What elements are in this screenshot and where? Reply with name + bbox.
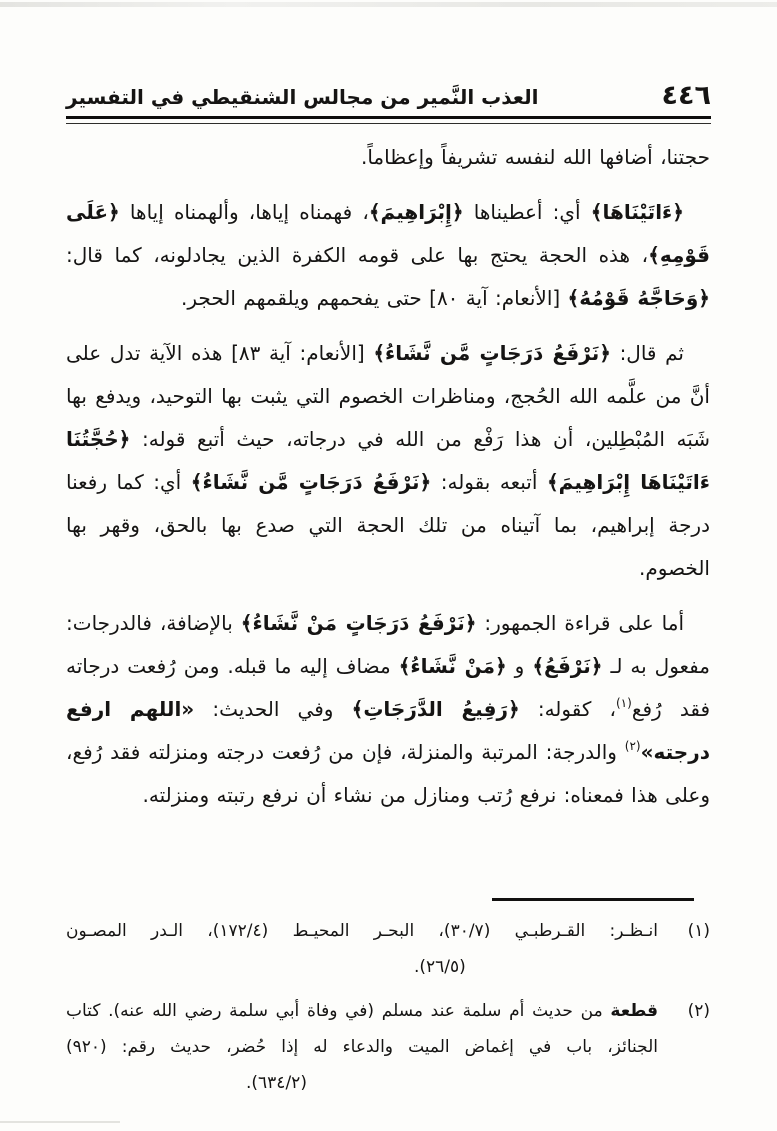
quran-quote: ﴿حُجَّتُنَا ءَاتَيْنَاهَا إِبْرَاهِيمَ﴾	[66, 427, 711, 494]
footnote-body	[66, 993, 658, 1101]
quran-quote: ﴿وَحَاجَّهُ قَوْمُهُ﴾	[567, 286, 710, 310]
footnote-text	[66, 913, 658, 949]
footnote-tail: (٢٦/٥).	[414, 957, 466, 977]
bold-text: «اللهم ارفع درجته»	[66, 697, 710, 764]
page-content	[66, 136, 710, 1131]
text-run: ثم قال:	[610, 341, 684, 365]
text-run: ، كقوله:	[519, 697, 616, 721]
text-run: والدرجة: المرتبة والمنزلة، فإن من رُفعت درجته ومنزلته فقد رُفع، وعلى هذا فمعناه: نرفع رُتب ومنازل من نشاء أن نرفع رتبته ومنزلته.	[66, 740, 710, 807]
text-run: و	[506, 654, 533, 678]
text-run: من حديث أم سلمة عند مسلم (في وفاة أبي سلمة رضي الله عنه). كتاب الجنائز، باب في إغماض الميت والدعاء له إذا حُضر، حديث رقم: (٩٢٠)	[66, 1001, 658, 1057]
text-run: ، هذه الحجة يحتج بها على قومه الكفرة الذين يجادلونه، كما قال:	[66, 243, 649, 267]
footnote-item	[66, 993, 710, 1101]
body-paragraphs	[66, 136, 710, 892]
footnote-tail: (٦٣٤/٢).	[246, 1073, 307, 1093]
text-run: ، فهمناه إياها، وألهمناه إياها	[119, 200, 369, 224]
body-paragraph	[66, 191, 710, 320]
header-rule	[66, 116, 711, 124]
text-run: انـظـر: القـرطبـي (٣٠/٧)، البحـر المحيـط (١٧٢/٤)، الـدر المصـون	[66, 921, 659, 941]
text-run: حجتنا، أضافها الله لنفسه تشريفاً وإعظاماً.	[360, 145, 710, 169]
text-run: [الأنعام: آية ٨٠] حتى يفحمهم ويلقمهم الحجر.	[181, 286, 568, 310]
quran-quote: ﴿إِبْرَاهِيمَ﴾	[368, 200, 464, 224]
book-title: العذب النَّمير من مجالس الشنقيطي في التفسير	[66, 85, 539, 109]
text-run: وفي الحديث:	[194, 697, 352, 721]
quran-quote: ﴿نَرْفَعُ دَرَجَاتٍ مَّن نَّشَاءُ﴾	[373, 341, 611, 365]
footnote-body	[66, 913, 658, 985]
body-paragraph	[66, 136, 710, 179]
text-run: بالإضافة، فالدرجات: مفعول به لـ	[66, 611, 711, 678]
quran-quote: ﴿نَرْفَعُ دَرَجَاتٍ مَّن نَّشَاءُ﴾	[190, 470, 432, 494]
scan-artifact-bottom	[0, 1121, 120, 1123]
footnote-marker: (٢)	[687, 1001, 710, 1021]
bold-text: قطعة	[610, 1001, 658, 1021]
text-run: مضاف إليه ما قبله. ومن رُفعت درجاته فقد رُفع	[66, 654, 711, 721]
body-paragraph	[66, 602, 710, 817]
footnotes	[66, 913, 710, 1119]
text-run: أي: أعطيناها	[463, 200, 591, 224]
text-run: أتبعه بقوله:	[431, 470, 547, 494]
quran-quote: ﴿عَلَى قَوْمِهِ﴾	[66, 200, 710, 267]
text-run: أما على قراءة الجمهور:	[476, 611, 685, 635]
body-paragraph	[66, 332, 710, 590]
quran-quote: ﴿مَنْ نَّشَاءُ﴾	[398, 654, 507, 678]
quran-quote: ﴿ءَاتَيْنَاهَا﴾	[590, 200, 684, 224]
footnote-ref: (١)	[615, 696, 632, 710]
scan-artifact-top	[0, 2, 777, 7]
footnote-separator	[492, 898, 694, 901]
page-number: ٤٤٦	[661, 80, 711, 111]
footnote-ref: (٢)	[624, 739, 641, 753]
quran-quote: ﴿رَفِيعُ الدَّرَجَاتِ﴾	[351, 697, 520, 721]
footnote-item	[66, 913, 710, 985]
quran-quote: ﴿نَرْفَعُ دَرَجَاتٍ مَنْ نَّشَاءُ﴾	[240, 611, 477, 635]
footnote-marker: (١)	[687, 921, 710, 941]
quran-quote: ﴿نَرْفَعُ﴾	[532, 654, 603, 678]
page-header	[66, 82, 711, 109]
text-run: أي: كما رفعنا درجة إبراهيم، بما آتيناه من تلك الحجة التي صدع بها بالحق، وقهر بها الخصوم.	[66, 470, 710, 580]
footnote-text	[66, 993, 658, 1065]
text-run: [الأنعام: آية ٨٣] هذه الآية تدل على أنَّ من علَّمه الله الحُجج، ومناظرات الخصوم التي يثبت بها التوحيد، ويدفع بها شَبَه المُبْطِلين، أن هذا رَفْع من الله في درجاته، حيث أتبع قوله:	[66, 341, 710, 451]
